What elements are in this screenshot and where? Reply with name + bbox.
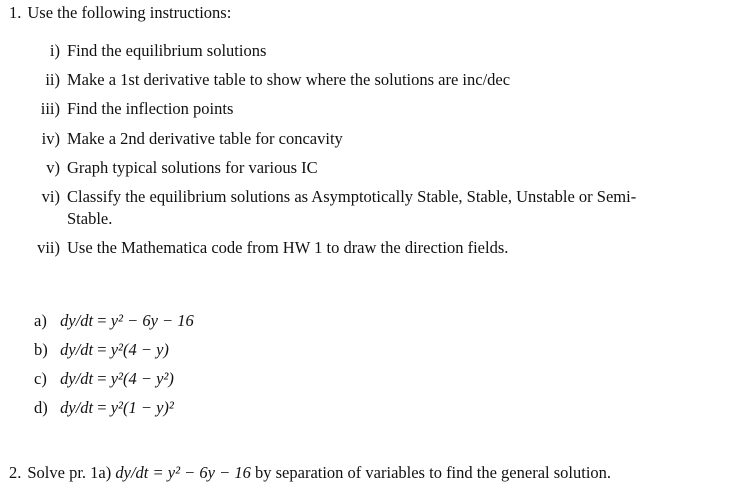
instruction-numeral: iii) — [40, 99, 60, 118]
question-2-equation: dy/dt = y² − 6y − 16 — [115, 463, 251, 482]
question-1-text: Use the following instructions: — [27, 3, 232, 22]
part-label: b) — [34, 340, 48, 359]
instruction-numeral: iv) — [41, 129, 60, 148]
question-2-text-after: by separation of variables to find the general solution. — [255, 463, 612, 482]
instruction-numeral: i) — [49, 41, 60, 60]
problem-part-a: a) dy/dt = y² − 6y − 16 — [34, 311, 194, 330]
instruction-text: Graph typical solutions for various IC — [67, 158, 318, 177]
question-1-heading — [9, 3, 231, 23]
instruction-numeral: v) — [46, 158, 60, 177]
part-label: c) — [34, 369, 47, 388]
question-2-number: 2. — [9, 463, 22, 482]
question-2 — [9, 463, 611, 483]
instruction-text: Classify the equilibrium solutions as Asymptotically Stable, Stable, Unstable or Semi- — [67, 187, 637, 206]
problem-part-d: d) dy/dt = y²(1 − y)² — [34, 398, 174, 417]
equation-lhs: dy/dt — [60, 398, 94, 417]
equation-rhs: y²(4 − y) — [110, 340, 169, 359]
instruction-text-continuation: Stable. — [67, 209, 113, 228]
instruction-numeral: vii) — [37, 238, 60, 257]
instruction-text: Use the Mathematica code from HW 1 to draw the direction fields. — [67, 238, 509, 257]
equation-rhs: y²(1 − y)² — [110, 398, 174, 417]
problem-part-c: c) dy/dt = y²(4 − y²) — [34, 369, 174, 388]
equation-lhs: dy/dt — [60, 311, 94, 330]
instruction-numeral: ii) — [45, 70, 60, 89]
instruction-text: Find the inflection points — [67, 99, 234, 118]
instruction-text: Make a 1st derivative table to show where the solutions are inc/dec — [67, 70, 511, 89]
instruction-text: Make a 2nd derivative table for concavity — [67, 129, 343, 148]
equation-lhs: dy/dt — [60, 340, 94, 359]
part-label: a) — [34, 311, 47, 330]
instruction-numeral: vi) — [41, 187, 60, 206]
equation-rhs: y²(4 − y²) — [110, 369, 174, 388]
question-1-number: 1. — [9, 3, 22, 22]
equation-rhs: y² − 6y − 16 — [110, 311, 194, 330]
question-2-text-before: Solve pr. 1a) — [27, 463, 112, 482]
equation-lhs: dy/dt — [60, 369, 94, 388]
instruction-text: Find the equilibrium solutions — [67, 41, 267, 60]
part-label: d) — [34, 398, 48, 417]
problem-part-b: b) dy/dt = y²(4 − y) — [34, 340, 169, 359]
